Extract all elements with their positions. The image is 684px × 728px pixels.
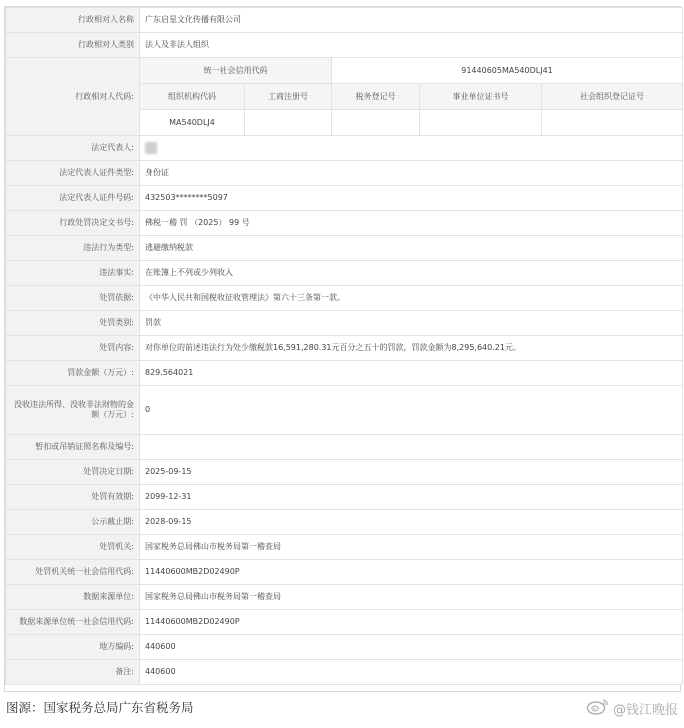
row-region-code (6, 635, 683, 660)
row-legal-rep (6, 136, 683, 161)
row-suspended-license (6, 435, 683, 460)
business-reg-value (245, 110, 332, 136)
row-penalty-basis (6, 286, 683, 311)
image-source-caption: 图源：国家税务总局广东省税务局 (6, 700, 194, 715)
data-source-label: 数据来源单位: (6, 585, 140, 610)
social-org-reg-value (542, 110, 683, 136)
penalty-basis-label: 处罚依据: (6, 286, 140, 311)
counterparty-type-label: 行政相对人类别 (6, 33, 140, 58)
row-legal-rep-id-no (6, 186, 683, 211)
counterparty-type-value: 法人及非法人组织 (140, 33, 683, 58)
publicity-end-label: 公示截止期: (6, 510, 140, 535)
institution-cert-value (420, 110, 542, 136)
penalty-content-label: 处罚内容: (6, 336, 140, 361)
penalty-basis-value: 《中华人民共和国税收征收管理法》第六十三条第一款。 (140, 286, 683, 311)
weibo-icon (586, 697, 610, 719)
violation-fact-label: 违法事实: (6, 261, 140, 286)
row-authority (6, 535, 683, 560)
legal-rep-label: 法定代表人: (6, 136, 140, 161)
authority-code-value: 11440600MB2D02490P (140, 560, 683, 585)
row-violation-type (6, 236, 683, 261)
row-authority-code (6, 560, 683, 585)
legal-rep-id-no-value: 432503********5097 (140, 186, 683, 211)
social-org-reg-header: 社会组织登记证号 (542, 84, 683, 110)
penalty-record-table (5, 7, 683, 685)
credit-code-value: 91440605MA540DLJ41 (332, 58, 683, 84)
violation-type-value: 逃避缴纳税款 (140, 236, 683, 261)
redacted-name-blur (145, 142, 157, 154)
fine-amount-value: 829.564021 (140, 361, 683, 386)
publisher-watermark (586, 697, 678, 719)
tax-reg-header: 税务登记号 (332, 84, 420, 110)
valid-until-value: 2099-12-31 (140, 485, 683, 510)
org-code-header: 组织机构代码 (140, 84, 245, 110)
counterparty-name-value: 广东启星文化传播有限公司 (140, 8, 683, 33)
org-code-value: MA540DLJ4 (140, 110, 245, 136)
confiscation-label: 没收违法所得、没收非法财物的金额（万元）: (6, 386, 140, 435)
penalty-category-label: 处罚类别: (6, 311, 140, 336)
decision-date-label: 处罚决定日期: (6, 460, 140, 485)
valid-until-label: 处罚有效期: (6, 485, 140, 510)
decision-doc-no-value: 佛税一稽 罚 （2025） 99 号 (140, 211, 683, 236)
region-code-value: 440600 (140, 635, 683, 660)
row-penalty-content (6, 336, 683, 361)
row-counterparty-type (6, 33, 683, 58)
row-decision-doc-no (6, 211, 683, 236)
row-counterparty-name (6, 8, 683, 33)
penalty-record-card (4, 6, 681, 692)
row-data-source (6, 585, 683, 610)
data-source-code-value: 11440600MB2D02490P (140, 610, 683, 635)
suspended-license-label: 暂扣或吊销证照名称及编号: (6, 435, 140, 460)
row-valid-until (6, 485, 683, 510)
institution-cert-header: 事业单位证书号 (420, 84, 542, 110)
data-source-value: 国家税务总局佛山市税务局第一稽查局 (140, 585, 683, 610)
authority-code-label: 处罚机关统一社会信用代码: (6, 560, 140, 585)
penalty-content-value: 对你单位的前述违法行为处少缴税款16,591,280.31元百分之五十的罚款，罚款金额为8,295,640.21元。 (140, 336, 683, 361)
decision-date-value: 2025-09-15 (140, 460, 683, 485)
violation-type-label: 违法行为类型: (6, 236, 140, 261)
credit-code-label: 统一社会信用代码 (140, 58, 332, 84)
row-violation-fact (6, 261, 683, 286)
row-confiscation (6, 386, 683, 435)
row-legal-rep-id-type (6, 161, 683, 186)
row-credit-code (6, 58, 683, 84)
violation-fact-value: 在账簿上不列或少列收入 (140, 261, 683, 286)
row-fine-amount (6, 361, 683, 386)
authority-value: 国家税务总局佛山市税务局第一稽查局 (140, 535, 683, 560)
row-penalty-category (6, 311, 683, 336)
remark-value: 440600 (140, 660, 683, 685)
publicity-end-value: 2028-09-15 (140, 510, 683, 535)
row-publicity-end (6, 510, 683, 535)
counterparty-name-label: 行政相对人名称 (6, 8, 140, 33)
fine-amount-label: 罚款金额（万元）: (6, 361, 140, 386)
business-reg-header: 工商注册号 (245, 84, 332, 110)
region-code-label: 地方编码: (6, 635, 140, 660)
data-source-code-label: 数据来源单位统一社会信用代码: (6, 610, 140, 635)
suspended-license-value (140, 435, 683, 460)
confiscation-value: 0 (140, 386, 683, 435)
watermark-text: @钱江晚报 (612, 702, 678, 718)
counterparty-code-label: 行政相对人代码: (6, 58, 140, 136)
row-decision-date (6, 460, 683, 485)
authority-label: 处罚机关: (6, 535, 140, 560)
legal-rep-id-no-label: 法定代表人证件号码: (6, 186, 140, 211)
tax-reg-value (332, 110, 420, 136)
legal-rep-id-type-label: 法定代表人证件类型: (6, 161, 140, 186)
decision-doc-no-label: 行政处罚决定文书号: (6, 211, 140, 236)
row-data-source-code (6, 610, 683, 635)
row-remark (6, 660, 683, 685)
penalty-category-value: 罚款 (140, 311, 683, 336)
remark-label: 备注: (6, 660, 140, 685)
legal-rep-value (140, 136, 683, 161)
legal-rep-id-type-value: 身份证 (140, 161, 683, 186)
